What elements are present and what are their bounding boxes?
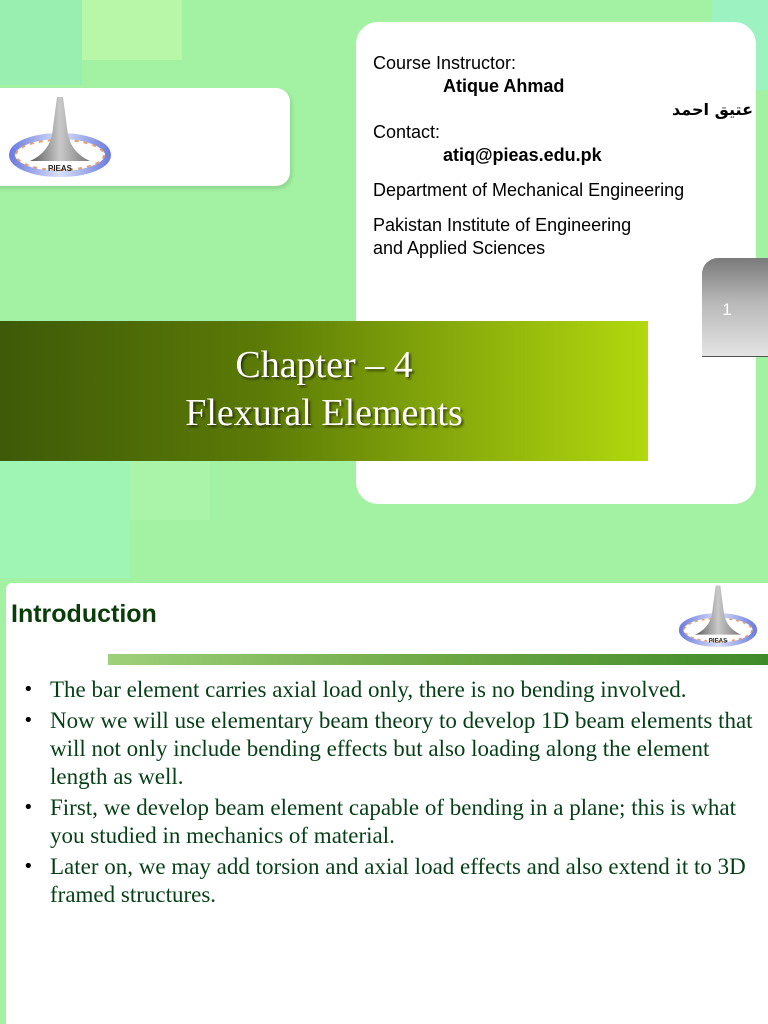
bullet-dot-icon: • <box>23 679 34 700</box>
bullet-item <box>20 794 755 850</box>
heading-underline-bar <box>108 654 768 665</box>
decor-square <box>0 460 130 578</box>
chapter-title-band <box>0 321 648 461</box>
decor-square <box>82 0 182 60</box>
bullet-text: Later on, we may add torsion and axial load effects and also extend it to 3D framed structures. <box>50 854 746 907</box>
bullet-item <box>20 676 755 704</box>
page-number-tab <box>702 258 768 357</box>
institute-line-1: Pakistan Institute of Engineering <box>373 215 632 235</box>
bullet-text: The bar element carries axial load only, there is no bending involved. <box>50 677 687 702</box>
institute-line-2: and Applied Sciences <box>373 238 546 258</box>
instructor-label: Course Instructor: <box>373 53 517 73</box>
contact-email[interactable]: atiq@pieas.edu.pk <box>443 145 602 165</box>
page-number: 1 <box>722 300 732 319</box>
contact-label: Contact: <box>373 122 441 142</box>
logo-text: PIEAS <box>708 637 728 645</box>
instructor-name: Atique Ahmad <box>443 76 565 96</box>
instructor-info <box>373 52 753 260</box>
slide-heading: Introduction <box>11 600 157 628</box>
bullet-text: Now we will use elementary beam theory to develop 1D beam elements that will not only include bending effects but also loading along the element length as well. <box>50 708 753 789</box>
pieas-logo-icon <box>678 584 758 650</box>
decor-square <box>0 0 82 85</box>
department: Department of Mechanical Engineering <box>373 180 685 200</box>
pieas-logo-icon <box>8 95 112 181</box>
bullet-list <box>20 676 755 912</box>
bullet-dot-icon: • <box>23 710 34 731</box>
bullet-text: First, we develop beam element capable of bending in a plane; this is what you studied in mechanics of material. <box>50 795 736 848</box>
bullet-item <box>20 853 755 909</box>
logo-text: PIEAS <box>47 164 73 173</box>
bullet-dot-icon: • <box>23 856 34 877</box>
decor-square <box>130 460 210 520</box>
chapter-subtitle: Flexural Elements <box>185 392 463 434</box>
instructor-name-urdu: عتیق احمد <box>672 100 753 119</box>
chapter-title: Chapter – 4 <box>235 344 413 386</box>
bullet-item <box>20 707 755 791</box>
bullet-dot-icon: • <box>23 797 34 818</box>
